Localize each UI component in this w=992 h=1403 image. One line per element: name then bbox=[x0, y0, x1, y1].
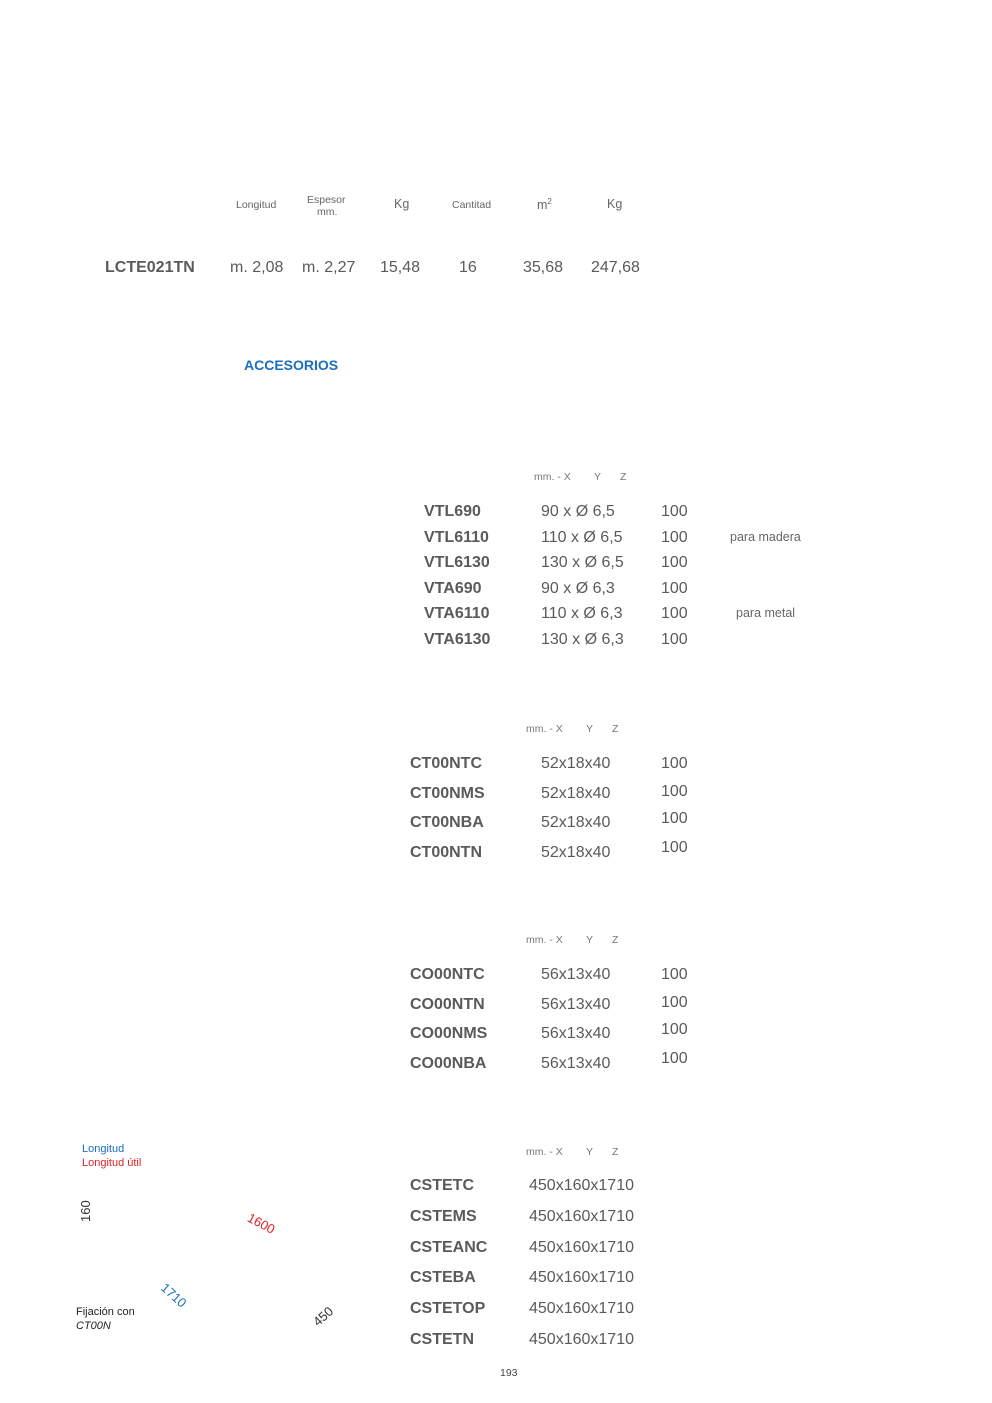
row-quantity: 100 bbox=[661, 782, 688, 800]
row-size: 52x18x40 bbox=[541, 814, 611, 832]
header-espesor-unit: mm. bbox=[317, 206, 338, 218]
dim-450: 450 bbox=[310, 1303, 337, 1330]
value-espesor: m. 2,27 bbox=[302, 259, 356, 276]
row-code: CSTEBA bbox=[410, 1269, 476, 1287]
product-code: LCTE021TN bbox=[105, 259, 195, 276]
row-code: CSTEMS bbox=[410, 1207, 477, 1225]
row-quantity: 100 bbox=[661, 554, 688, 572]
row-code: CT00NMS bbox=[410, 784, 485, 802]
row-size: 450x160x1710 bbox=[529, 1300, 634, 1318]
row-quantity: 100 bbox=[661, 993, 688, 1011]
row-quantity: 100 bbox=[661, 839, 688, 857]
row-code: VTL690 bbox=[424, 503, 481, 520]
legend-longitud: Longitud bbox=[82, 1143, 125, 1155]
fijacion-label: Fijación con bbox=[76, 1306, 135, 1318]
row-code: CSTETC bbox=[410, 1177, 474, 1194]
row-size: 110 x Ø 6,5 bbox=[541, 528, 623, 546]
row-code: VTA6130 bbox=[424, 631, 491, 648]
row-size: 56x13x40 bbox=[541, 966, 611, 983]
row-size: 450x160x1710 bbox=[529, 1238, 634, 1256]
axes-header-screws: mm. - X Y Z bbox=[534, 471, 627, 483]
value-m2: 35,68 bbox=[523, 259, 564, 276]
value-kg: 15,48 bbox=[380, 259, 421, 276]
value-cantitad: 16 bbox=[459, 259, 477, 276]
row-quantity: 100 bbox=[661, 631, 688, 648]
header-kg-total: Kg bbox=[607, 197, 623, 211]
row-quantity: 100 bbox=[661, 1021, 688, 1039]
row-size: 90 x Ø 6,3 bbox=[541, 579, 615, 597]
row-code: VTA690 bbox=[424, 579, 482, 597]
row-code: VTA6110 bbox=[424, 605, 490, 623]
header-espesor: Espesor bbox=[307, 194, 346, 206]
axes-header-co: mm. - X Y Z bbox=[526, 934, 619, 946]
row-code: CO00NMS bbox=[410, 1025, 488, 1043]
row-code: CSTEANC bbox=[410, 1238, 488, 1256]
legend-longitud-util: Longitud útil bbox=[82, 1157, 142, 1169]
row-size: 52x18x40 bbox=[541, 784, 611, 802]
row-code: CO00NTC bbox=[410, 966, 485, 983]
row-size: 450x160x1710 bbox=[529, 1269, 634, 1287]
row-quantity: 100 bbox=[661, 528, 688, 546]
row-size: 130 x Ø 6,3 bbox=[541, 631, 624, 648]
row-size: 56x13x40 bbox=[541, 995, 611, 1013]
row-size: 130 x Ø 6,5 bbox=[541, 554, 624, 572]
row-size: 52x18x40 bbox=[541, 755, 611, 772]
section-title-accesorios: ACCESORIOS bbox=[244, 357, 339, 373]
row-code: CSTETOP bbox=[410, 1300, 486, 1318]
row-quantity: 100 bbox=[661, 966, 688, 983]
row-code: CSTETN bbox=[410, 1331, 474, 1348]
row-size: 52x18x40 bbox=[541, 844, 611, 862]
note-wood: para madera bbox=[730, 530, 801, 544]
row-code: CT00NTN bbox=[410, 844, 483, 862]
row-quantity: 100 bbox=[661, 755, 688, 772]
fijacion-product: CT00N bbox=[76, 1320, 111, 1332]
row-size: 90 x Ø 6,5 bbox=[541, 503, 615, 520]
row-size: 56x13x40 bbox=[541, 1025, 611, 1043]
row-code: CO00NBA bbox=[410, 1055, 487, 1073]
value-kg-total: 247,68 bbox=[591, 259, 640, 276]
axes-header-ct: mm. - X Y Z bbox=[526, 723, 619, 735]
row-quantity: 100 bbox=[661, 1050, 688, 1068]
header-m2: $m^2$ bbox=[537, 197, 552, 213]
row-size: 110 x Ø 6,3 bbox=[541, 605, 623, 623]
row-code: CT00NTC bbox=[410, 755, 483, 772]
row-quantity: 100 bbox=[661, 503, 688, 520]
row-size: 56x13x40 bbox=[541, 1055, 611, 1073]
row-size: 450x160x1710 bbox=[529, 1177, 634, 1194]
row-quantity: 100 bbox=[661, 605, 688, 623]
row-quantity: 100 bbox=[661, 810, 688, 828]
row-code: CT00NBA bbox=[410, 814, 484, 832]
header-longitud: Longitud bbox=[236, 199, 277, 211]
header-cantitad: Cantitad bbox=[452, 199, 492, 211]
dim-1710: 1710 bbox=[157, 1280, 190, 1311]
row-code: VTL6110 bbox=[424, 528, 489, 546]
dim-160: 160 bbox=[78, 1200, 93, 1222]
row-size: 450x160x1710 bbox=[529, 1331, 634, 1348]
row-code: VTL6130 bbox=[424, 554, 490, 572]
dim-1600: 1600 bbox=[244, 1210, 278, 1237]
note-metal: para metal bbox=[736, 606, 796, 620]
header-kg: Kg bbox=[394, 197, 410, 211]
row-size: 450x160x1710 bbox=[529, 1207, 634, 1225]
row-code: CO00NTN bbox=[410, 995, 485, 1013]
value-longitud: m. 2,08 bbox=[230, 259, 284, 276]
axes-header-cste: mm. - X Y Z bbox=[526, 1146, 619, 1158]
page-number: 193 bbox=[500, 1367, 518, 1379]
row-quantity: 100 bbox=[661, 579, 688, 597]
